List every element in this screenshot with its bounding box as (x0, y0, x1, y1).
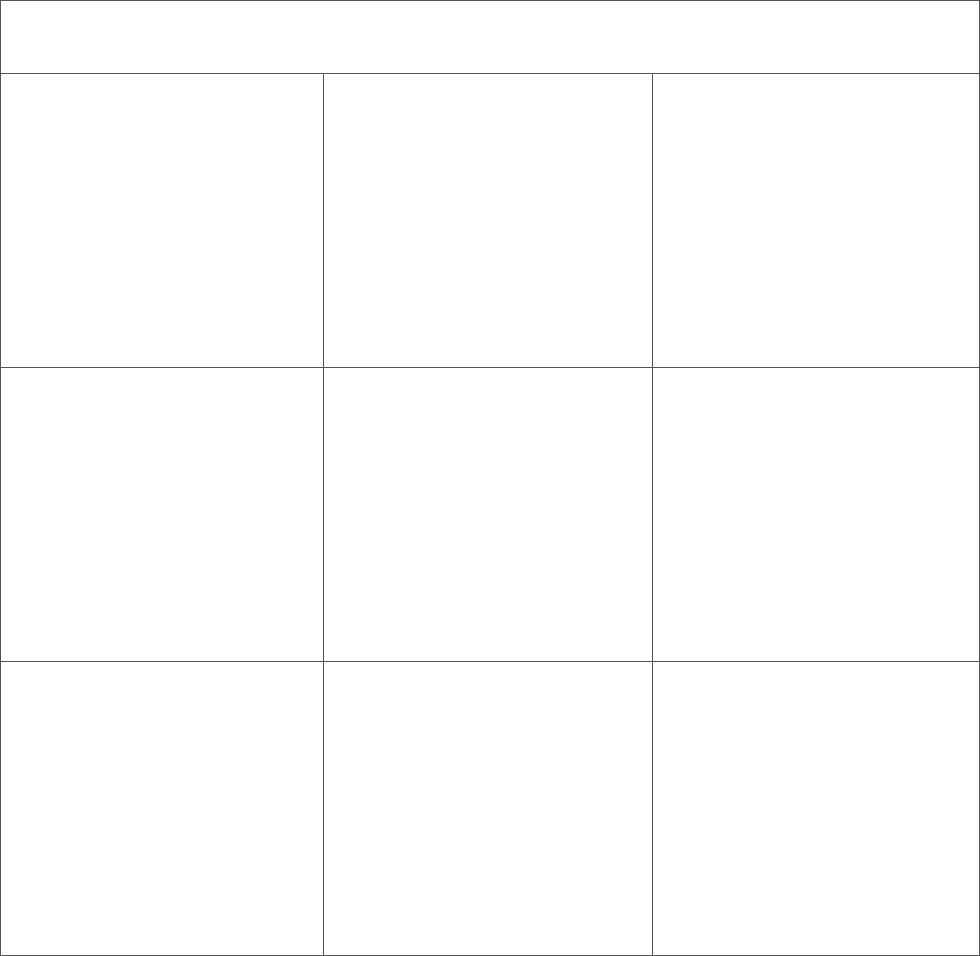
schedule-row (0, 74, 980, 368)
schedule-row (0, 662, 980, 956)
schedule-row (0, 368, 980, 662)
announcement-header (0, 0, 980, 74)
schedule-grid (0, 74, 980, 956)
